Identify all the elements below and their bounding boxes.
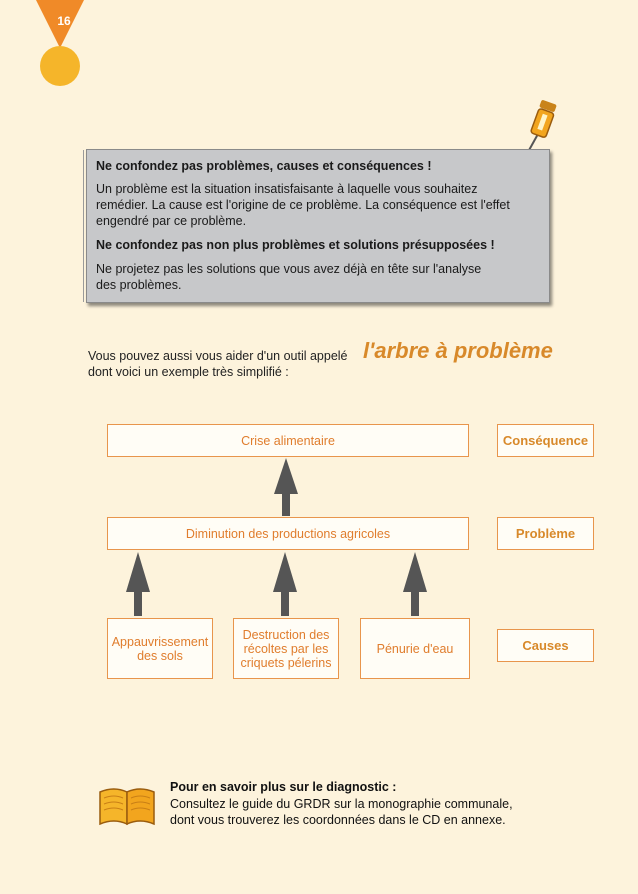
open-book-icon xyxy=(96,782,158,828)
cause-box-3 xyxy=(360,618,470,679)
callout-heading-1: Ne confondez pas problèmes, causes et conséquences ! xyxy=(96,159,432,173)
causes-label xyxy=(497,629,594,662)
tool-name-title: l'arbre à problème xyxy=(363,338,553,363)
consequence-text: Crise alimentaire xyxy=(241,433,335,448)
problem-text: Diminution des productions agricoles xyxy=(185,526,391,541)
problem-label-text: Problème xyxy=(515,525,576,541)
consequence-label-text: Conséquence xyxy=(502,432,589,448)
callout-body-2-line-1: Ne projetez pas les solutions que vous avez déjà en tête sur l'analyse xyxy=(96,262,482,276)
pushpin-icon xyxy=(520,100,562,156)
problem-label xyxy=(497,517,594,550)
problem-box xyxy=(107,517,469,550)
cause-box-1 xyxy=(107,618,213,679)
callout-body-1-line-1: Un problème est la situation insatisfaisante à laquelle vous souhaitez xyxy=(96,182,478,196)
intro-line-2: dont voici un exemple très simplifié : xyxy=(88,365,289,379)
intro-line-1: Vous pouvez aussi vous aider d'un outil appelé xyxy=(88,349,348,363)
cause-2-line-2: récoltes par les xyxy=(243,641,329,656)
callout-body-1-line-3: engendré par ce problème. xyxy=(96,214,247,228)
cause-1-line-2: des sols xyxy=(137,648,183,663)
consequence-label xyxy=(497,424,594,457)
callout-heading-2: Ne confondez pas non plus problèmes et solutions présupposées ! xyxy=(96,238,495,252)
arrow-up-icon xyxy=(274,458,298,516)
consequence-box xyxy=(107,424,469,457)
arrow-up-icon xyxy=(126,552,150,616)
cause-1-line-1: Appauvrissement xyxy=(111,634,209,649)
callout-body-2-line-2: des problèmes. xyxy=(96,278,182,292)
arrow-up-icon xyxy=(403,552,427,616)
cause-2-line-3: criquets pélerins xyxy=(240,655,332,670)
cause-3-text: Pénurie d'eau xyxy=(376,641,454,656)
more-info-title: Pour en savoir plus sur le diagnostic : xyxy=(170,780,397,794)
more-info-line-1: Consultez le guide du GRDR sur la monographie communale, xyxy=(170,797,513,811)
page-number: 16 xyxy=(57,14,71,28)
callout-body-1-line-2: remédier. La cause est l'origine de ce problème. La conséquence est l'effet xyxy=(96,198,510,212)
arrow-up-icon xyxy=(273,552,297,616)
callout-left-rule xyxy=(83,150,84,302)
causes-label-text: Causes xyxy=(522,637,569,653)
cause-box-2 xyxy=(233,618,339,679)
more-info-line-2: dont vous trouverez les coordonnées dans le CD en annexe. xyxy=(170,813,506,827)
cause-2-line-1: Destruction des xyxy=(242,627,330,642)
